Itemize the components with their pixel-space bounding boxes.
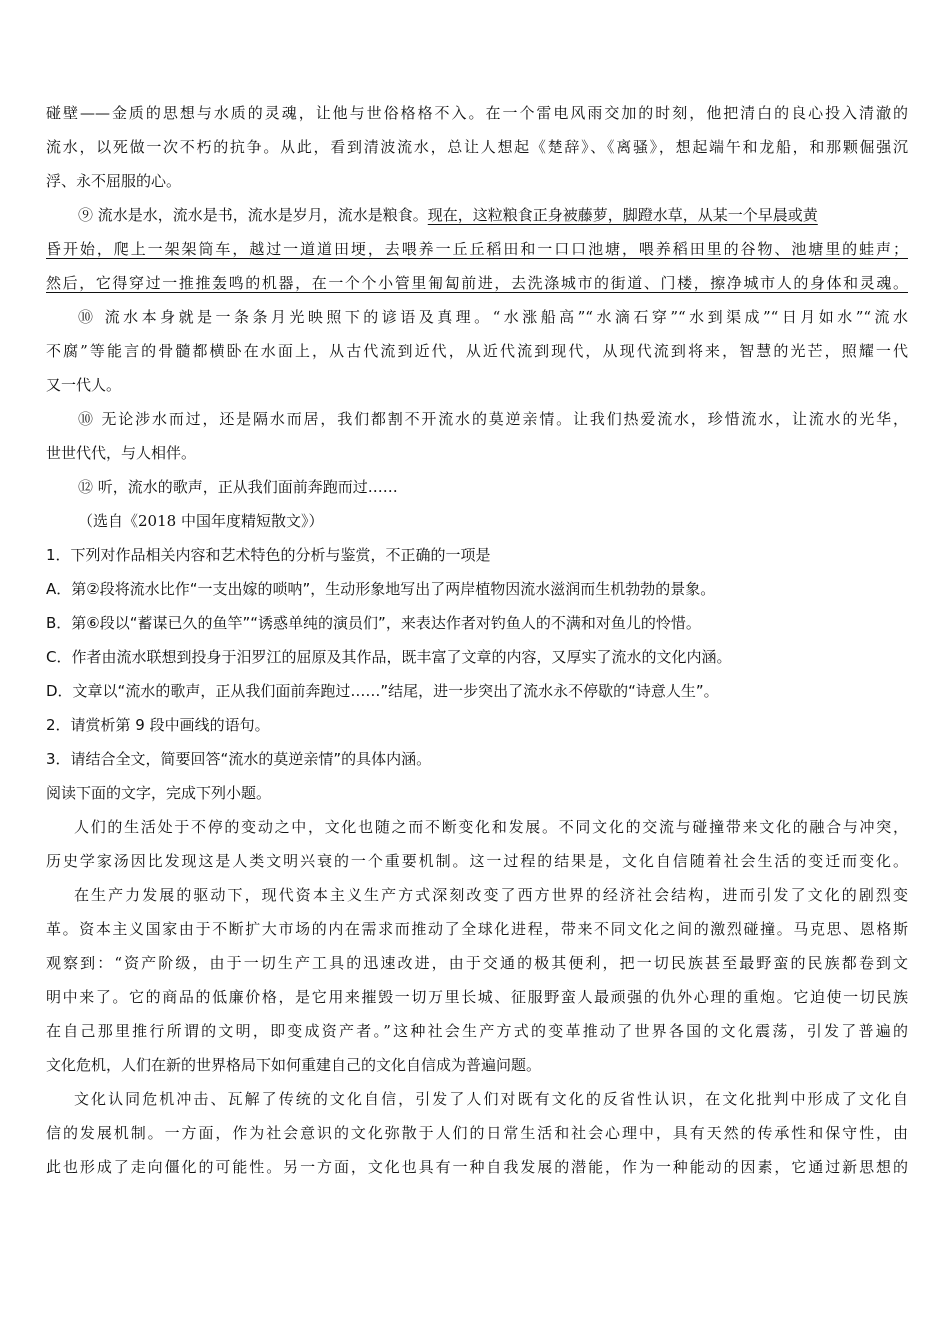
paragraph-10-line-3: 又一代人。 (46, 376, 122, 394)
paragraph-11-line-2: 世世代代，与人相伴。 (46, 444, 197, 462)
reading-section (46, 776, 908, 1184)
question-1: 1．下列对作品相关内容和艺术特色的分析与鉴赏，不正确的一项是 (46, 546, 491, 564)
paragraph-8-line-3: 浮、永不屈服的心。 (46, 172, 182, 190)
questions-section (46, 538, 908, 776)
question-2: 2．请赏析第 9 段中画线的语句。 (46, 716, 270, 734)
article-paragraph-2-line-2: 革。资本主义国家由于不断扩大市场的内在需求而推动了全球化进程，带来不同文化之间的激烈碰撞。马克思、恩格斯 (46, 920, 908, 938)
article-paragraph-1-line-2: 历史学家汤因比发现这是人类文明兴衰的一个重要机制。这一过程的结果是，文化自信随着社会生活的变迁而变化。 (46, 852, 908, 870)
paragraph-11-line-1: ⑩ 无论涉水而过，还是隔水而居，我们都割不开流水的莫逆亲情。让我们热爱流水，珍惜流水，让流水的光华， (78, 410, 908, 428)
article-paragraph-3-line-2: 信的发展机制。一方面，作为社会意识的文化弥散于人们的日常生活和社会心理中，具有天然的传承性和保守性，由 (46, 1124, 908, 1142)
option-b: B．第⑥段以“蓄谋已久的鱼竿”“诱惑单纯的演员们”，来表达作者对钓鱼人的不满和对鱼儿的怜惜。 (46, 614, 701, 632)
reading-intro: 阅读下面的文字，完成下列小题。 (46, 784, 272, 802)
paragraph-9-line-2-underlined: 昏开始，爬上一架架筒车，越过一道道田埂，去喂养一丘丘稻田和一口口池塘，喂养稻田里的谷物、池塘里的蛙声； (46, 240, 908, 258)
article-paragraph-2-line-3: 观察到：“资产阶级，由于一切生产工具的迅速改进，由于交通的极其便利，把一切民族甚至最野蛮的民族都卷到文 (46, 954, 908, 972)
option-d: D．文章以“流水的歌声，正从我们面前奔跑过……”结尾，进一步突出了流水永不停歇的“诗意人生”。 (46, 682, 719, 700)
essay-source: （选自《2018 中国年度精短散文》） (78, 512, 324, 530)
paragraph-10-line-1: ⑩ 流水本身就是一条条月光映照下的谚语及真理。“水涨船高”“水滴石穿”“水到渠成”“日月如水”“流水 (78, 308, 908, 326)
paragraph-9-underlined-start: 现在，这粒粮食正身被藤萝，脚蹬水草，从某一个早晨或黄 (427, 206, 818, 224)
option-a: A．第②段将流水比作“一支出嫁的唢呐”，生动形象地写出了两岸植物因流水滋润而生机勃勃的景象。 (46, 580, 716, 598)
article-paragraph-2-line-4: 明中来了。它的商品的低廉价格，是它用来摧毁一切万里长城、征服野蛮人最顽强的仇外心理的重炮。它迫使一切民族 (46, 988, 908, 1006)
paragraph-8-line-1: 碰壁——金质的思想与水质的灵魂，让他与世俗格格不入。在一个雷电风雨交加的时刻，他把清白的良心投入清澈的 (46, 104, 908, 122)
paragraph-12-line-1: ⑫ 听，流水的歌声，正从我们面前奔跑而过…… (78, 478, 398, 496)
article-paragraph-2-line-1: 在生产力发展的驱动下，现代资本主义生产方式深刻改变了西方世界的经济社会结构，进而引发了文化的剧烈变 (74, 886, 908, 904)
article-paragraph-1-line-1: 人们的生活处于不停的变动之中，文化也随之而不断变化和发展。不同文化的交流与碰撞带来文化的融合与冲突， (74, 818, 908, 836)
paragraph-10-line-2: 不腐”等能言的骨髓都横卧在水面上，从古代流到近代，从近代流到现代，从现代流到将来，智慧的光芒，照耀一代 (46, 342, 908, 360)
article-paragraph-2-line-5: 在自己那里推行所谓的文明，即变成资产者。”这种社会生产方式的变革推动了世界各国的文化震荡，引发了普遍的 (46, 1022, 908, 1040)
article-paragraph-3-line-3: 此也形成了走向僵化的可能性。另一方面，文化也具有一种自我发展的潜能，作为一种能动的因素，它通过新思想的 (46, 1158, 908, 1176)
article-paragraph-3-line-1: 文化认同危机冲击、瓦解了传统的文化自信，引发了人们对既有文化的反省性认识，在文化批判中形成了文化自 (74, 1090, 908, 1108)
paragraph-9-plain-text: ⑨ 流水是水，流水是书，流水是岁月，流水是粮食。 (78, 206, 428, 224)
essay-section (46, 96, 908, 538)
paragraph-8-line-2: 流水，以死做一次不朽的抗争。从此，看到清波流水，总让人想起《楚辞》、《离骚》，想起端午和龙船，和那颗倔强沉 (46, 138, 908, 156)
article-paragraph-2-line-6: 文化危机，人们在新的世界格局下如何重建自己的文化自信成为普遍问题。 (46, 1056, 542, 1074)
question-3: 3．请结合全文，简要回答“流水的莫逆亲情”的具体内涵。 (46, 750, 432, 768)
document-page (46, 96, 908, 1184)
option-c: C．作者由流水联想到投身于汨罗江的屈原及其作品，既丰富了文章的内容，又厚实了流水的文化内涵。 (46, 648, 732, 666)
paragraph-9-line-1 (46, 198, 908, 232)
paragraph-9-line-3-underlined: 然后，它得穿过一推推轰鸣的机器，在一个个小管里匍匐前进，去洗涤城市的街道、门楼，擦净城市人的身体和灵魂。 (46, 274, 908, 292)
